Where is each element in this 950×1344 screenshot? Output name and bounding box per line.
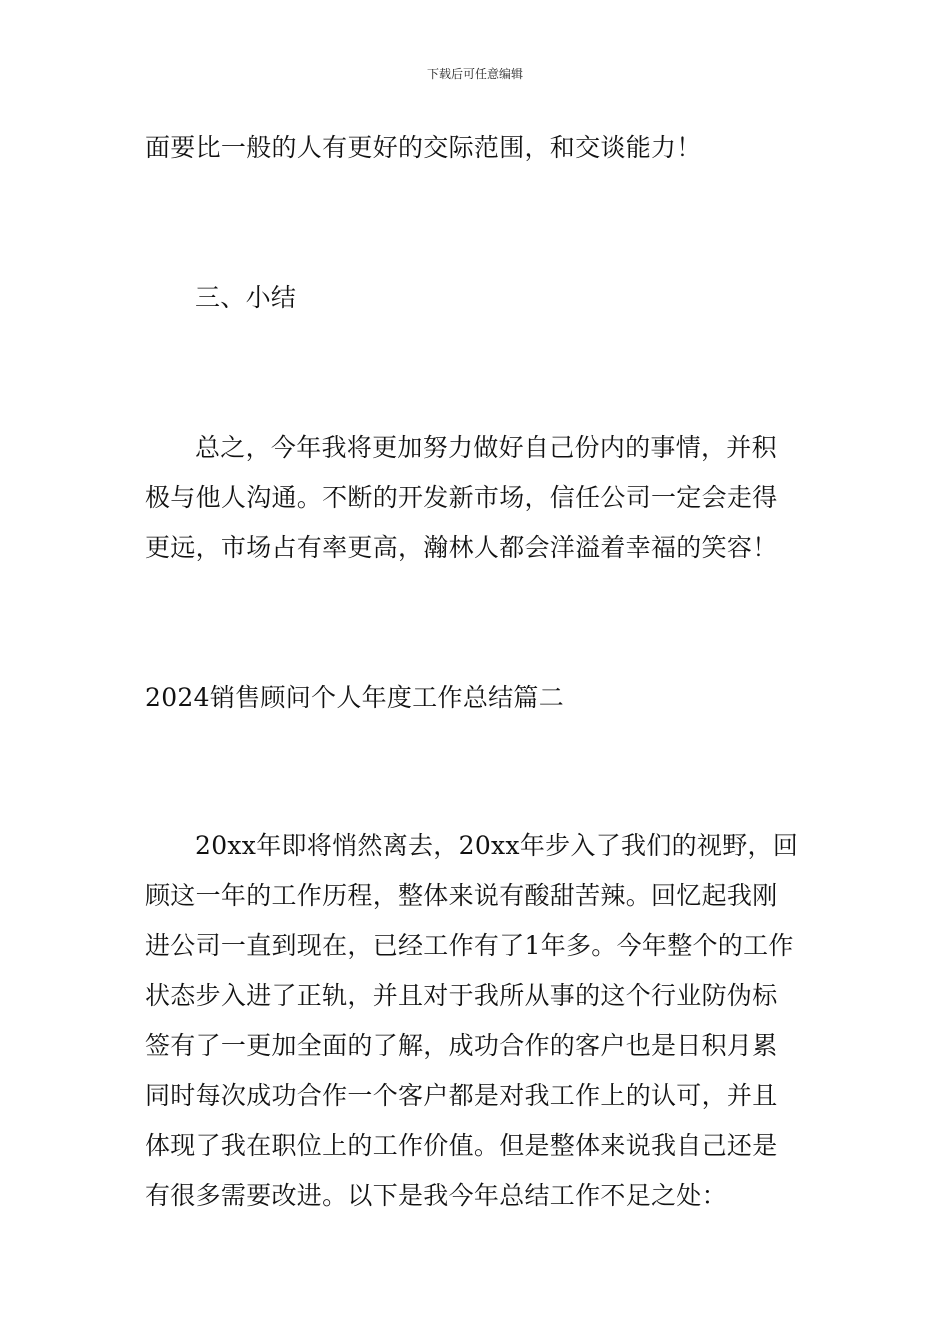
paragraph-line: 体现了我在职位上的工作价值。但是整体来说我自己还是: [145, 1131, 778, 1160]
section-title: 2024销售顾问个人年度工作总结篇二: [145, 683, 565, 712]
paragraph-line: 20xx年即将悄然离去，20xx年步入了我们的视野，回: [195, 831, 799, 860]
paragraph-line: 同时每次成功合作一个客户都是对我工作上的认可，并且: [145, 1081, 778, 1110]
page-header-note: 下载后可任意编辑: [426, 67, 523, 81]
paragraph-line: 进公司一直到现在，已经工作有了1年多。今年整个的工作: [145, 931, 794, 960]
paragraph-line: 顾这一年的工作历程，整体来说有酸甜苦辣。回忆起我刚: [145, 881, 778, 910]
paragraph-line: 总之，今年我将更加努力做好自己份内的事情，并积: [195, 433, 777, 462]
paragraph-line: 签有了一更加全面的了解，成功合作的客户也是日积月累: [145, 1031, 778, 1060]
paragraph-line: 有很多需要改进。以下是我今年总结工作不足之处：: [145, 1181, 727, 1210]
section-heading-summary: 三、小结: [195, 283, 297, 312]
paragraph-line: 状态步入进了正轨，并且对于我所从事的这个行业防伪标: [145, 981, 778, 1010]
paragraph-line: 极与他人沟通。不断的开发新市场，信任公司一定会走得: [145, 483, 778, 512]
paragraph-line: 面要比一般的人有更好的交际范围，和交谈能力！: [145, 133, 702, 162]
paragraph-line: 更远，市场占有率更高，瀚林人都会洋溢着幸福的笑容！: [145, 533, 778, 562]
